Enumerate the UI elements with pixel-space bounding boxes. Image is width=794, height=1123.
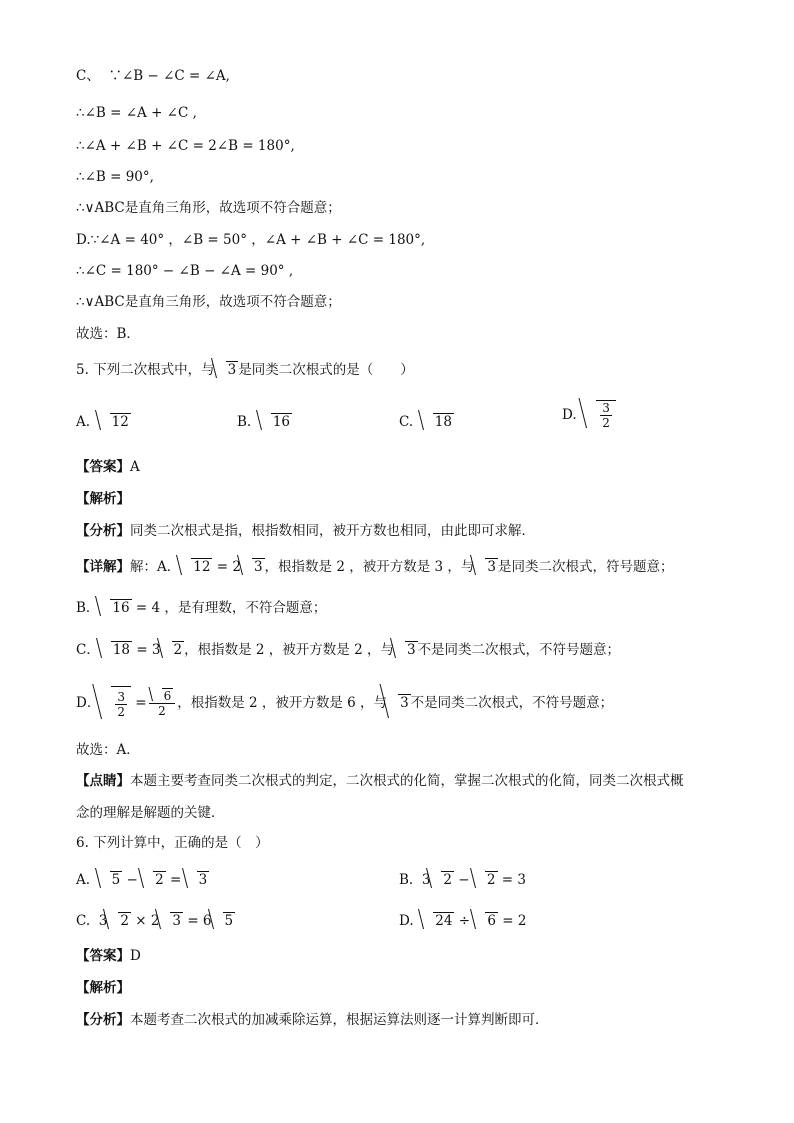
option-b (399, 870, 526, 890)
operator: − (126, 872, 138, 888)
derivation-line (76, 103, 197, 123)
stem-text: 是同类二次根式的是（ ） (238, 362, 414, 378)
radicand: 3 (487, 559, 496, 575)
radical (423, 412, 454, 432)
radical (101, 640, 132, 660)
option-d (562, 400, 616, 430)
radical (216, 360, 239, 380)
radicand: 18 (112, 642, 131, 658)
radicand: 6 (163, 689, 172, 703)
radicand: 3 (198, 872, 208, 888)
radical (100, 598, 131, 618)
denominator: 2 (117, 705, 125, 719)
detail-text: ，根指数是 2 ，被开方数是 6 ，与 (177, 695, 388, 711)
radical (431, 870, 454, 890)
radical (181, 557, 212, 577)
angle-equation: ∠B − ∠C = ∠A, (121, 68, 230, 84)
therefore-symbol: ∴ (76, 263, 85, 279)
detail-text: 不是同类二次根式，不符号题意； (417, 642, 621, 658)
coefficient: 3 (421, 872, 431, 888)
answer-value: D (130, 948, 141, 964)
operator: = 6 (187, 913, 212, 929)
operator: ÷ (458, 913, 471, 929)
option-label: B. (237, 414, 252, 430)
radical (100, 870, 123, 890)
fenxi-text: 本题考查二次根式的加减乘除运算，根据运算法则逐一计算判断即可． (130, 1012, 549, 1028)
xiangjie-tag: 【详解】 (76, 559, 130, 575)
dianjing-tag: 【点睛】 (76, 773, 130, 789)
question-5-stem (76, 360, 414, 380)
radical (395, 640, 418, 660)
radical (143, 870, 166, 890)
radical (475, 557, 498, 577)
angle-equation: ∠C = 180° − ∠B − ∠A = 90° , (84, 263, 294, 279)
detail-text: = 2 (216, 559, 241, 575)
conclusion-text: 是直角三角形，故选项不符合题意； (124, 294, 341, 310)
numerator: 3 (117, 690, 125, 704)
option-label: A. (76, 872, 91, 888)
detail-b-line (76, 598, 326, 618)
radicand: 12 (111, 414, 129, 430)
detail-text: D． (76, 695, 101, 711)
option-c-reasoning (76, 66, 230, 86)
dianjing-text: 本题主要考查同类二次根式的判定，二次根式的化简，掌握二次根式的化简，同类二次根式概 (130, 773, 684, 789)
radical (160, 911, 183, 931)
option-label: B. (399, 872, 414, 888)
detail-text: 不是同类二次根式，不符号题意； (410, 695, 614, 711)
because-symbol: ∵ (108, 68, 122, 84)
option-c-label: C、 (76, 68, 100, 84)
detail-text: C． (76, 642, 100, 658)
option-label: D. (562, 407, 577, 423)
radical (100, 412, 131, 432)
radical (162, 640, 185, 660)
radical (475, 911, 498, 931)
detail-d-line (76, 686, 613, 721)
detail-text: ，根指数是 2 ，被开方数是 2 ，与 (184, 642, 394, 658)
coefficient: 3 (98, 913, 108, 929)
option-b (237, 412, 292, 432)
option-c (76, 911, 235, 931)
radicand: 5 (111, 872, 121, 888)
because-symbol: ∵ (90, 232, 100, 248)
radical (388, 686, 411, 720)
question-6-stem: 6. 下列计算中，正确的是（ ） (76, 835, 269, 851)
option-label: C. (399, 414, 414, 430)
detail-text: = (135, 695, 147, 711)
radical (187, 870, 210, 890)
fraction (149, 689, 176, 718)
radicand: 3 (400, 695, 409, 711)
operator: − (458, 872, 470, 888)
radical (261, 412, 292, 432)
choice-line: 故选：A． (76, 742, 140, 758)
fenxi-line (76, 1010, 549, 1030)
option-a (76, 870, 209, 890)
angle-equation: ∠A + ∠B + ∠C = 2∠B = 180°, (84, 138, 295, 154)
angle-equation: ∠A = 40° ，∠B = 50° ，∠A + ∠B + ∠C = 180°, (99, 232, 426, 248)
denominator: 2 (602, 416, 610, 430)
conclusion-line (76, 292, 341, 312)
option-label: C. (76, 913, 91, 929)
therefore-symbol: ∴ (76, 105, 85, 121)
choice-line: 故选：B． (76, 326, 140, 342)
numerator (149, 689, 176, 704)
derivation-line (76, 167, 154, 187)
radicand: 2 (443, 872, 452, 888)
option-d-label: D. (76, 232, 91, 248)
operator: = 3 (501, 872, 526, 888)
radical (152, 689, 174, 703)
fenxi-tag: 【分析】 (76, 1012, 130, 1028)
radical (213, 911, 236, 931)
fraction (115, 690, 127, 719)
angle-equation: ∠B = 90°, (84, 169, 154, 185)
option-d (399, 911, 526, 931)
conclusion-text: 是直角三角形，故选项不符合题意； (124, 200, 341, 216)
operator: = 2 (502, 913, 527, 929)
detail-text: 是同类二次根式，符号题意； (497, 559, 674, 575)
answer-value: A (130, 459, 140, 475)
radicand: 2 (155, 872, 164, 888)
therefore-symbol: ∴ (76, 138, 85, 154)
radicand: 16 (272, 414, 290, 430)
detail-text: 解：A． (130, 559, 181, 575)
therefore-symbol: ∴ (76, 294, 85, 310)
radicand: 3 (253, 559, 263, 575)
answer-line (76, 457, 140, 477)
radical (423, 911, 454, 931)
triangle-name: ∨ABC (84, 294, 125, 310)
radicand: 2 (486, 872, 496, 888)
radical (586, 400, 616, 430)
radicand: 3 (172, 913, 182, 929)
radical (242, 557, 265, 577)
conclusion-line (76, 198, 341, 218)
option-c (399, 412, 454, 432)
detail-text: = 3 (136, 642, 161, 658)
stem-text: 5. 下列二次根式中，与 (76, 362, 215, 378)
analysis-tag: 【解析】 (76, 980, 130, 996)
answer-tag: 【答案】 (76, 948, 130, 964)
radical (101, 686, 131, 721)
radicand: 16 (112, 600, 130, 616)
radicand: 12 (193, 559, 211, 575)
fenxi-text: 同类二次根式是指，根指数相同，被开方数也相同，由此即可求解． (130, 523, 535, 539)
radicand: 5 (224, 913, 234, 929)
triangle-name: ∨ABC (84, 200, 125, 216)
therefore-symbol: ∴ (76, 200, 85, 216)
fraction (600, 401, 612, 430)
radicand: 2 (173, 642, 183, 658)
fenxi-tag: 【分析】 (76, 523, 130, 539)
radicand: 24 (435, 913, 453, 929)
fenxi-line (76, 521, 535, 541)
analysis-tag: 【解析】 (76, 491, 130, 507)
derivation-line (76, 136, 295, 156)
radical (108, 911, 131, 931)
detail-text: = 4 ，是有理数，不符合题意； (135, 600, 327, 616)
detail-c-line (76, 640, 620, 660)
option-a (76, 412, 131, 432)
operator: × 2 (135, 913, 160, 929)
angle-equation: ∠B = ∠A + ∠C , (84, 105, 197, 121)
detail-text: ，根指数是 2 ，被开方数是 3 ，与 (264, 559, 475, 575)
therefore-symbol: ∴ (76, 169, 85, 185)
radicand: 3 (406, 642, 416, 658)
option-label: D. (399, 913, 414, 929)
detail-text: B． (76, 600, 100, 616)
radicand: 6 (487, 913, 496, 929)
denominator: 2 (158, 704, 166, 718)
dianjing-line-2: 念的理解是解题的关键． (76, 805, 225, 821)
radicand: 2 (120, 913, 129, 929)
derivation-line (76, 261, 293, 281)
radicand: 18 (434, 414, 452, 430)
detail-a-line (76, 557, 673, 577)
answer-line (76, 946, 141, 966)
radical (475, 870, 498, 890)
option-label: A. (76, 414, 91, 430)
dianjing-line (76, 771, 684, 791)
operator: = (170, 872, 182, 888)
numerator: 3 (602, 401, 610, 415)
option-d-reasoning (76, 230, 425, 250)
answer-tag: 【答案】 (76, 459, 130, 475)
radicand: 3 (227, 362, 237, 378)
